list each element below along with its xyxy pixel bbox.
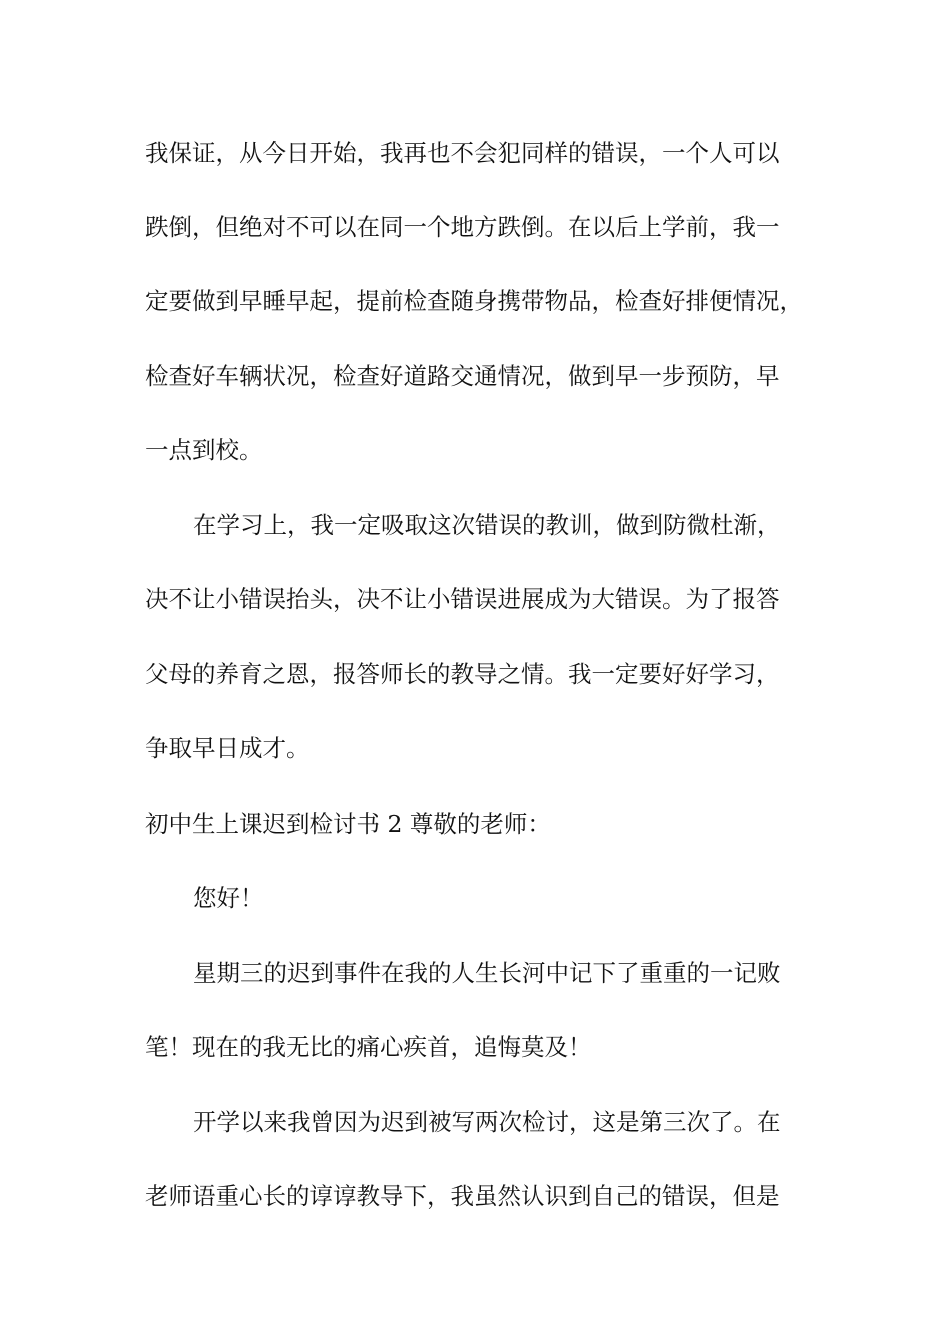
text-line: 我保证，从今日开始，我再也不会犯同样的错误，一个人可以 bbox=[145, 139, 780, 167]
text-line: 决不让小错误抬头，决不让小错误进展成为大错误。为了报答 bbox=[145, 585, 780, 613]
section-heading: 初中生上课迟到检讨书 2 尊敬的老师： bbox=[145, 810, 551, 838]
text-line: 老师语重心长的谆谆教导下，我虽然认识到自己的错误，但是 bbox=[145, 1182, 780, 1210]
greeting: 您好！ bbox=[193, 884, 264, 912]
text-line: 笔！现在的我无比的痛心疾首，追悔莫及！ bbox=[145, 1033, 592, 1061]
text-line: 定要做到早睡早起，提前检查随身携带物品，检查好排便情况， bbox=[145, 287, 803, 315]
paragraph-first-line: 星期三的迟到事件在我的人生长河中记下了重重的一记败 bbox=[193, 959, 781, 987]
text-line: 跌倒，但绝对不可以在同一个地方跌倒。在以后上学前，我一 bbox=[145, 213, 780, 241]
paragraph-first-line: 在学习上，我一定吸取这次错误的教训，做到防微杜渐， bbox=[193, 511, 781, 539]
text-line: 检查好车辆状况，检查好道路交通情况，做到早一步预防，早 bbox=[145, 362, 780, 390]
text-line: 争取早日成才。 bbox=[145, 734, 310, 762]
paragraph-first-line: 开学以来我曾因为迟到被写两次检讨，这是第三次了。在 bbox=[193, 1108, 781, 1136]
text-line: 父母的养育之恩，报答师长的教导之情。我一定要好好学习， bbox=[145, 660, 780, 688]
text-line: 一点到校。 bbox=[145, 436, 263, 464]
